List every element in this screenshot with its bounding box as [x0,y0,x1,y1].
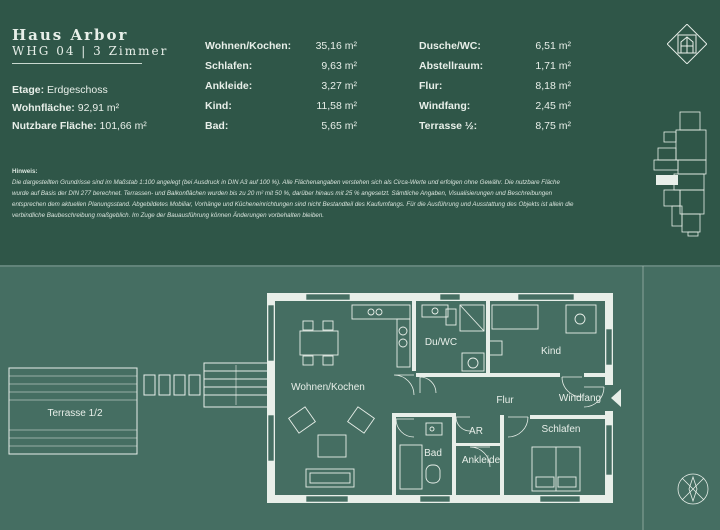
area-row: Bad: 5,65 m² [205,120,357,132]
living-area-info [12,102,119,114]
disclaimer-heading: Hinweis: [12,168,38,175]
disclaimer [12,166,578,221]
area-row: Dusche/WC: 6,51 m² [419,40,571,52]
floor-value: Erdgeschoss [47,84,108,96]
room-label-bath: Bad [424,448,442,459]
floor-info [12,84,108,96]
area-row: Ankleide: 3,27 m² [205,80,357,92]
area-row: Abstellraum: 1,71 m² [419,60,571,72]
unit-subtitle: WHG 04 | 3 Zimmer [12,44,169,58]
usable-area-value: 101,66 m² [99,120,147,132]
area-row: Kind: 11,58 m² [205,100,357,112]
room-label-vestibule: Windfang [558,393,602,404]
floor-label: Etage: [12,84,45,96]
room-label-dressing: Ankleide [461,455,501,466]
terrace [9,368,137,454]
area-row: Flur: 8,18 m² [419,80,571,92]
areas-table-left [205,36,357,136]
project-title: Haus Arbor [12,26,129,44]
logo-icon [667,24,707,69]
room-label-bedroom: Schlafen [541,424,581,435]
room-label-shower: Du/WC [424,337,458,348]
usable-area-label: Nutzbare Fläche: [12,120,97,132]
room-label-storage: AR [469,426,483,437]
area-row: Wohnen/Kochen: 35,16 m² [205,40,357,52]
area-row: Windfang: 2,45 m² [419,100,571,112]
area-row: Terrasse ½: 8,75 m² [419,120,571,132]
disclaimer-text: Die dargestellten Grundrisse sind im Maßstab 1:100 angelegt (bei Ausdruck in DIN A3 auf 100 %). Alle Flächenangaben verstehen sich als Circa-Werte und erfolgen ohne Gewähr. Die nutzbare Fläche wurde auf Basis der DIN 277 berechnet. Terrassen- und Balkonflächen wurden bis zu 20 m² mit 50 %, darüber hinaus mit 25 % angesetzt. Sämtliche Angaben, Visualisierungen und Beschreibungen entsprechen dem aktuellen Planungsstand. Abgebildetes Mobiliar, Vorhänge und Kücheneinrichtungen sind nicht Bestandteil des Kaufumfangs. Für die Ausführung und Ausstattung des Objekts ist allein die verbindliche Baubeschreibung maßgeblich. Im Zuge der Bauausführung können Änderungen vorbehalten bleiben. [12,179,574,219]
room-label-child: Kind [540,346,562,357]
furniture [289,305,596,491]
site-plan-icon [650,108,712,245]
area-row: Schlafen: 9,63 m² [205,60,357,72]
areas-table-right [419,36,571,136]
living-area-label: Wohnfläche: [12,102,75,114]
living-area-value: 92,91 m² [77,102,120,114]
room-label-hall: Flur [496,395,514,406]
usable-area-info [12,120,147,132]
floor-plan [0,265,720,530]
room-label-terrace: Terrasse 1/2 [47,408,103,419]
title-divider [12,63,142,64]
room-label-living: Wohnen/Kochen [291,382,365,393]
